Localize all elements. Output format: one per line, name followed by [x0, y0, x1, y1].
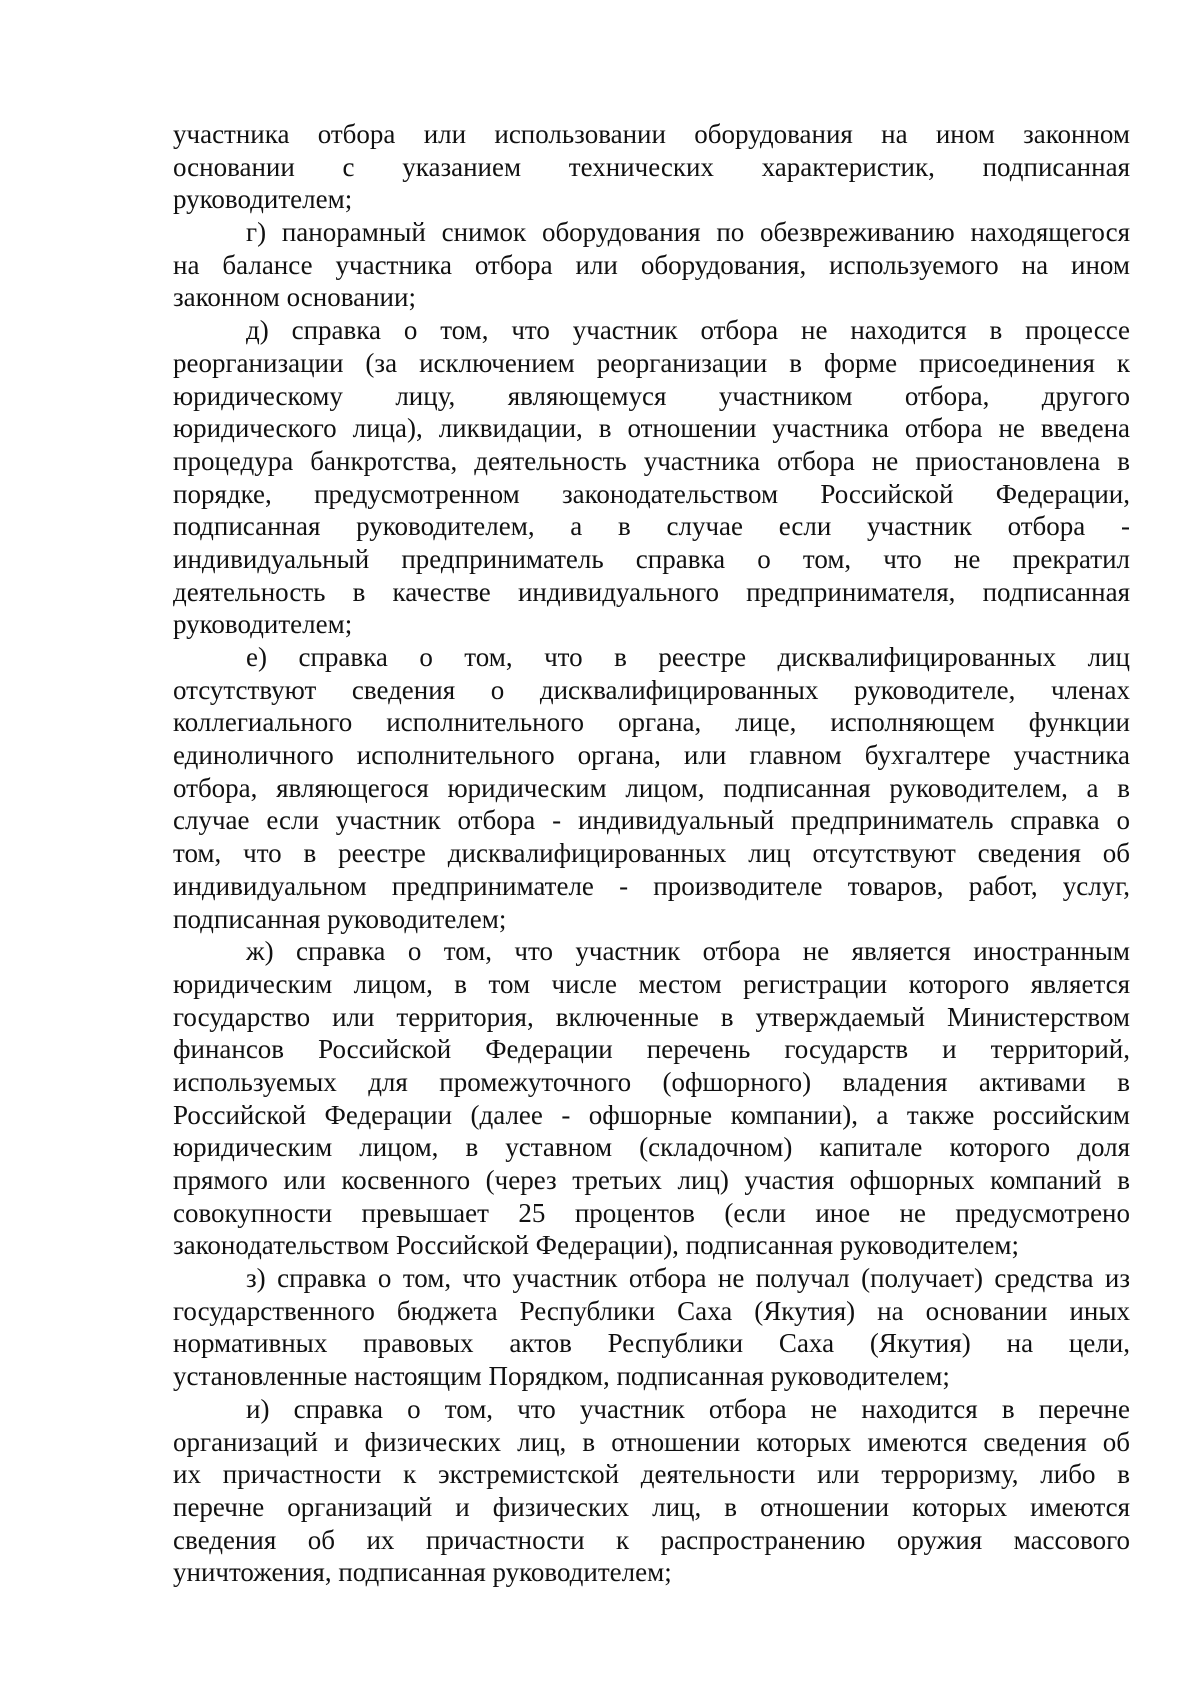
text-line: порядке, предусмотренном законодательством Российской Федерации, [173, 478, 1130, 509]
paragraph-item-i [173, 1393, 1130, 1589]
text-line: юридическим лицом, в том числе местом регистрации которого является [173, 968, 1130, 999]
text-line: законном основании; [173, 282, 416, 313]
text-line: сведения об их причастности к распространению оружия массового [173, 1524, 1130, 1555]
text-line: руководителем; [173, 184, 353, 215]
text-line: финансов Российской Федерации перечень государств и территорий, [173, 1034, 1130, 1065]
text-line: подписанная руководителем, а в случае если участник отбора - [173, 511, 1130, 542]
paragraph-item-e [173, 641, 1130, 935]
text-line: з) справка о том, что участник отбора не получал (получает) средства из [246, 1263, 1130, 1294]
text-line: единоличного исполнительного органа, или главном бухгалтере участника [173, 740, 1130, 771]
text-line: государственного бюджета Республики Саха (Якутия) на основании иных [173, 1295, 1130, 1326]
text-line: на балансе участника отбора или оборудования, используемого на ином [173, 249, 1130, 280]
text-line: отсутствуют сведения о дисквалифицированных руководителе, членах [173, 674, 1130, 705]
text-line: их причастности к экстремистской деятельности или терроризму, либо в [173, 1459, 1130, 1490]
text-line: организаций и физических лиц, в отношении которых имеются сведения об [173, 1426, 1130, 1457]
text-line: уничтожения, подписанная руководителем; [173, 1557, 672, 1588]
text-line: е) справка о том, что в реестре дисквалифицированных лиц [246, 642, 1130, 672]
text-line: руководителем; [173, 609, 353, 640]
text-line: д) справка о том, что участник отбора не находится в процессе [246, 315, 1130, 346]
paragraph-continuation [173, 118, 1130, 216]
text-line: подписанная руководителем; [173, 903, 507, 934]
text-line: юридическому лицу, являющемуся участником отбора, другого [173, 380, 1130, 411]
text-line: коллегиального исполнительного органа, лице, исполняющем функции [173, 707, 1130, 738]
text-line: реорганизации (за исключением реорганизации в форме присоединения к [173, 347, 1130, 378]
text-line: и) справка о том, что участник отбора не находится в перечне [246, 1393, 1130, 1424]
text-line: ж) справка о том, что участник отбора не является иностранным [246, 936, 1130, 967]
text-line: том, что в реестре дисквалифицированных лиц отсутствуют сведения об [173, 838, 1130, 869]
text-line: участника отбора или использовании оборудования на ином законном [173, 119, 1130, 149]
text-line: индивидуальный предприниматель справка о том, что не прекратил [173, 543, 1130, 574]
text-line: Российской Федерации (далее - офшорные компании), а также российским [173, 1099, 1130, 1130]
text-line: юридического лица), ликвидации, в отношении участника отбора не введена [173, 413, 1130, 444]
paragraph-item-d [173, 314, 1130, 641]
text-line: используемых для промежуточного (офшорного) владения активами в [173, 1066, 1130, 1097]
text-line: нормативных правовых актов Республики Саха (Якутия) на цели, [173, 1328, 1130, 1359]
text-line: государство или территория, включенные в утверждаемый Министерством [173, 1001, 1130, 1032]
text-line: отбора, являющегося юридическим лицом, подписанная руководителем, а в [173, 772, 1130, 803]
paragraph-item-z [173, 1262, 1130, 1393]
text-line: совокупности превышает 25 процентов (если иное не предусмотрено [173, 1197, 1130, 1228]
paragraph-item-zh [173, 935, 1130, 1262]
text-line: установленные настоящим Порядком, подписанная руководителем; [173, 1361, 950, 1392]
text-line: деятельность в качестве индивидуального предпринимателя, подписанная [173, 576, 1130, 607]
text-line: процедура банкротства, деятельность участника отбора не приостановлена в [173, 445, 1130, 476]
text-line: прямого или косвенного (через третьих лиц) участия офшорных компаний в [173, 1165, 1130, 1195]
text-line: основании с указанием технических характеристик, подписанная [173, 151, 1130, 182]
text-line: законодательством Российской Федерации), подписанная руководителем; [173, 1230, 1019, 1261]
text-line: перечне организаций и физических лиц, в отношении которых имеются [173, 1491, 1130, 1522]
text-line: г) панорамный снимок оборудования по обезвреживанию находящегося [246, 217, 1130, 248]
text-line: индивидуальном предпринимателе - производителе товаров, работ, услуг, [173, 870, 1130, 901]
document-body [173, 118, 1130, 1589]
text-line: юридическим лицом, в уставном (складочном) капитале которого доля [173, 1132, 1130, 1163]
paragraph-item-g [173, 216, 1130, 314]
text-line: случае если участник отбора - индивидуальный предприниматель справка о [173, 805, 1130, 836]
